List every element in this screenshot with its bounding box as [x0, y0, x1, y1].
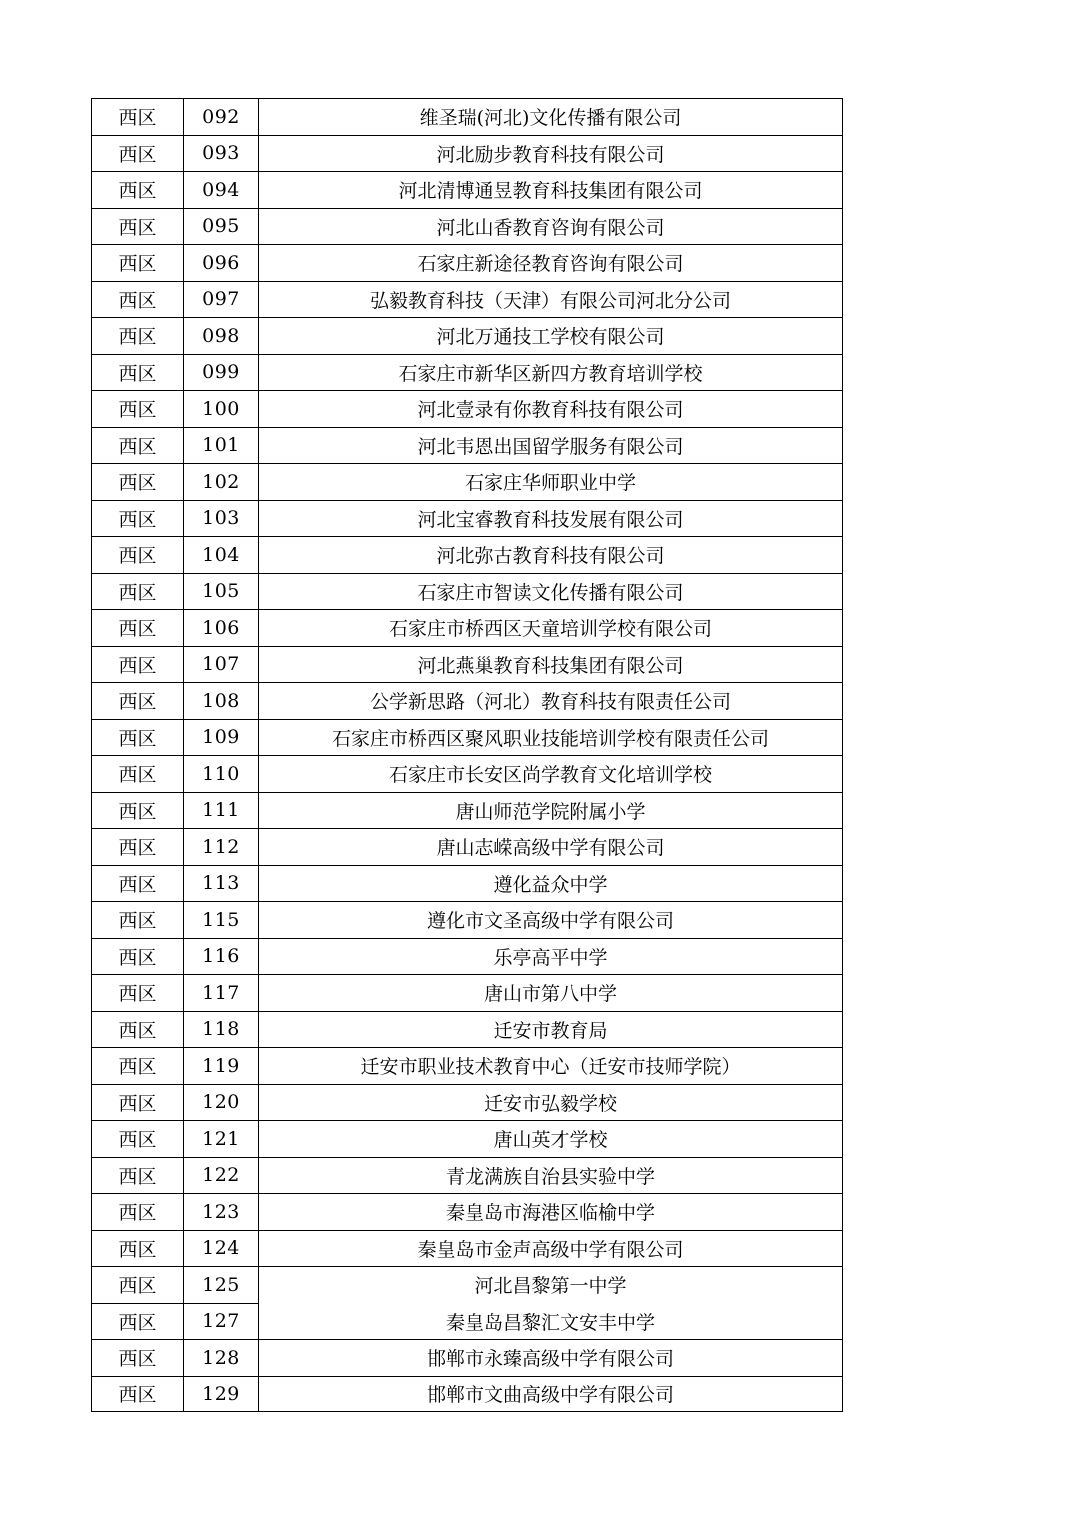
table-row: [92, 318, 843, 355]
number-cell: 102: [184, 464, 259, 501]
number-cell: 124: [184, 1230, 259, 1267]
organization-name-cell: 唐山志嵘高级中学有限公司: [259, 829, 843, 866]
organization-name-cell: 遵化益众中学: [259, 865, 843, 902]
region-cell: 西区: [92, 573, 184, 610]
region-cell: 西区: [92, 1084, 184, 1121]
table-row: [92, 172, 843, 209]
table-row: [92, 1121, 843, 1158]
organization-name-cell: 邯郸市永臻高级中学有限公司: [259, 1340, 843, 1377]
organization-name-cell: 石家庄市桥西区天童培训学校有限公司: [259, 610, 843, 647]
region-cell: 西区: [92, 646, 184, 683]
table-row: [92, 245, 843, 282]
region-cell: 西区: [92, 1011, 184, 1048]
region-cell: 西区: [92, 1376, 184, 1411]
number-cell: 108: [184, 683, 259, 720]
organization-name-cell: 石家庄市智读文化传播有限公司: [259, 573, 843, 610]
number-cell: 127: [184, 1303, 259, 1340]
region-cell: 西区: [92, 427, 184, 464]
table-row: [92, 1230, 843, 1267]
table-row: [92, 464, 843, 501]
number-cell: 100: [184, 391, 259, 428]
table-row: [92, 975, 843, 1012]
table-row: [92, 865, 843, 902]
organization-name-cell: 秦皇岛市海港区临榆中学: [259, 1194, 843, 1231]
number-cell: 097: [184, 281, 259, 318]
table-row: [92, 281, 843, 318]
number-cell: 129: [184, 1376, 259, 1411]
organization-name-cell: 石家庄新途径教育咨询有限公司: [259, 245, 843, 282]
region-cell: 西区: [92, 683, 184, 720]
table-row: [92, 1267, 843, 1304]
number-cell: 111: [184, 792, 259, 829]
region-cell: 西区: [92, 1157, 184, 1194]
table-row: [92, 1194, 843, 1231]
organization-name-cell: 迁安市弘毅学校: [259, 1084, 843, 1121]
organization-name-cell: 河北昌黎第一中学: [259, 1267, 843, 1304]
number-cell: 110: [184, 756, 259, 793]
organization-name-cell: 河北励步教育科技有限公司: [259, 135, 843, 172]
number-cell: 095: [184, 208, 259, 245]
table-row: [92, 208, 843, 245]
region-cell: 西区: [92, 756, 184, 793]
region-cell: 西区: [92, 135, 184, 172]
organization-name-cell: 迁安市职业技术教育中心（迁安市技师学院）: [259, 1048, 843, 1085]
number-cell: 101: [184, 427, 259, 464]
region-cell: 西区: [92, 792, 184, 829]
table-row: [92, 1376, 843, 1411]
region-cell: 西区: [92, 829, 184, 866]
region-cell: 西区: [92, 245, 184, 282]
number-cell: 103: [184, 500, 259, 537]
roster-table: [91, 98, 843, 1412]
table-row: [92, 756, 843, 793]
number-cell: 104: [184, 537, 259, 574]
table-row: [92, 573, 843, 610]
number-cell: 098: [184, 318, 259, 355]
region-cell: 西区: [92, 500, 184, 537]
region-cell: 西区: [92, 1267, 184, 1304]
region-cell: 西区: [92, 99, 184, 136]
organization-name-cell: 河北弥古教育科技有限公司: [259, 537, 843, 574]
number-cell: 094: [184, 172, 259, 209]
table-row: [92, 99, 843, 136]
number-cell: 105: [184, 573, 259, 610]
region-cell: 西区: [92, 391, 184, 428]
region-cell: 西区: [92, 208, 184, 245]
number-cell: 115: [184, 902, 259, 939]
number-cell: 122: [184, 1157, 259, 1194]
region-cell: 西区: [92, 975, 184, 1012]
organization-name-cell: 唐山市第八中学: [259, 975, 843, 1012]
organization-name-cell: 河北宝睿教育科技发展有限公司: [259, 500, 843, 537]
organization-name-cell: 遵化市文圣高级中学有限公司: [259, 902, 843, 939]
table-row: [92, 391, 843, 428]
table-row: [92, 1303, 843, 1340]
table-row: [92, 1048, 843, 1085]
number-cell: 116: [184, 938, 259, 975]
organization-name-cell: 迁安市教育局: [259, 1011, 843, 1048]
organization-name-cell: 乐亭高平中学: [259, 938, 843, 975]
organization-name-cell: 河北韦恩出国留学服务有限公司: [259, 427, 843, 464]
table-row: [92, 719, 843, 756]
table-row: [92, 135, 843, 172]
table-row: [92, 1011, 843, 1048]
number-cell: 113: [184, 865, 259, 902]
number-cell: 117: [184, 975, 259, 1012]
organization-name-cell: 石家庄市长安区尚学教育文化培训学校: [259, 756, 843, 793]
number-cell: 107: [184, 646, 259, 683]
number-cell: 128: [184, 1340, 259, 1377]
table-row: [92, 610, 843, 647]
region-cell: 西区: [92, 172, 184, 209]
organization-name-cell: 唐山英才学校: [259, 1121, 843, 1158]
organization-name-cell: 公学新思路（河北）教育科技有限责任公司: [259, 683, 843, 720]
region-cell: 西区: [92, 1121, 184, 1158]
organization-name-cell: 弘毅教育科技（天津）有限公司河北分公司: [259, 281, 843, 318]
table-row: [92, 683, 843, 720]
region-cell: 西区: [92, 281, 184, 318]
number-cell: 109: [184, 719, 259, 756]
region-cell: 西区: [92, 318, 184, 355]
number-cell: 092: [184, 99, 259, 136]
region-cell: 西区: [92, 537, 184, 574]
organization-name-cell: 秦皇岛昌黎汇文安丰中学: [259, 1303, 843, 1340]
number-cell: 099: [184, 354, 259, 391]
number-cell: 120: [184, 1084, 259, 1121]
number-cell: 112: [184, 829, 259, 866]
table-row: [92, 1084, 843, 1121]
number-cell: 123: [184, 1194, 259, 1231]
number-cell: 096: [184, 245, 259, 282]
organization-name-cell: 维圣瑞(河北)文化传播有限公司: [259, 99, 843, 136]
region-cell: 西区: [92, 1048, 184, 1085]
region-cell: 西区: [92, 610, 184, 647]
number-cell: 093: [184, 135, 259, 172]
table-row: [92, 902, 843, 939]
number-cell: 119: [184, 1048, 259, 1085]
region-cell: 西区: [92, 938, 184, 975]
region-cell: 西区: [92, 902, 184, 939]
organization-name-cell: 青龙满族自治县实验中学: [259, 1157, 843, 1194]
organization-name-cell: 邯郸市文曲高级中学有限公司: [259, 1376, 843, 1411]
organization-name-cell: 唐山师范学院附属小学: [259, 792, 843, 829]
table-row: [92, 938, 843, 975]
table-row: [92, 500, 843, 537]
roster-table-body: [92, 99, 843, 1412]
region-cell: 西区: [92, 464, 184, 501]
table-row: [92, 537, 843, 574]
number-cell: 125: [184, 1267, 259, 1304]
region-cell: 西区: [92, 354, 184, 391]
table-row: [92, 354, 843, 391]
number-cell: 106: [184, 610, 259, 647]
region-cell: 西区: [92, 865, 184, 902]
region-cell: 西区: [92, 1340, 184, 1377]
organization-name-cell: 河北清博通昱教育科技集团有限公司: [259, 172, 843, 209]
table-row: [92, 829, 843, 866]
region-cell: 西区: [92, 1303, 184, 1340]
region-cell: 西区: [92, 1230, 184, 1267]
table-row: [92, 1157, 843, 1194]
organization-name-cell: 秦皇岛市金声高级中学有限公司: [259, 1230, 843, 1267]
region-cell: 西区: [92, 719, 184, 756]
organization-name-cell: 石家庄华师职业中学: [259, 464, 843, 501]
organization-name-cell: 河北山香教育咨询有限公司: [259, 208, 843, 245]
organization-name-cell: 河北万通技工学校有限公司: [259, 318, 843, 355]
region-cell: 西区: [92, 1194, 184, 1231]
organization-name-cell: 石家庄市新华区新四方教育培训学校: [259, 354, 843, 391]
number-cell: 118: [184, 1011, 259, 1048]
organization-name-cell: 河北燕巢教育科技集团有限公司: [259, 646, 843, 683]
organization-name-cell: 石家庄市桥西区聚风职业技能培训学校有限责任公司: [259, 719, 843, 756]
table-row: [92, 427, 843, 464]
table-row: [92, 1340, 843, 1377]
table-row: [92, 646, 843, 683]
organization-name-cell: 河北壹录有你教育科技有限公司: [259, 391, 843, 428]
number-cell: 121: [184, 1121, 259, 1158]
table-row: [92, 792, 843, 829]
